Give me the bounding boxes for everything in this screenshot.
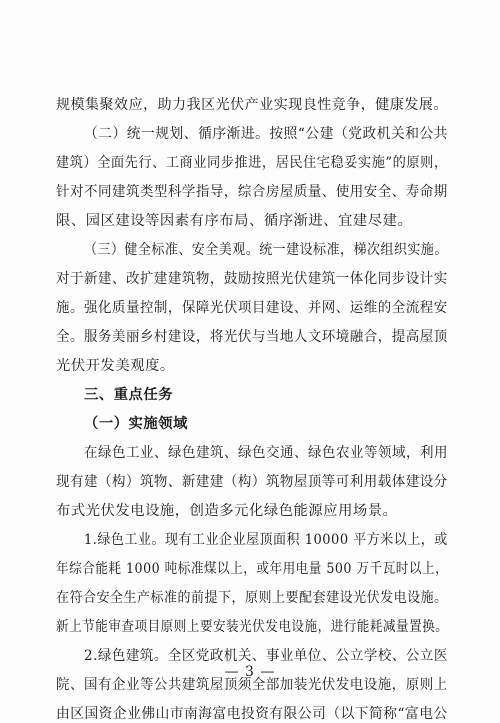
text-line: 由区国资企业佛山市南海富电投资有限公司（以下简称“富电公 bbox=[56, 706, 448, 722]
text-line: 限、园区建设等因素有序布局、循序渐进、宜建尽建。 bbox=[56, 213, 413, 229]
text-line: 在符合安全生产标准的前提下，原则上要配套建设光伏发电设施。 bbox=[56, 590, 448, 606]
text-line: （二）统一规划、循序渐进。按照“公建（党政机关和公共 bbox=[84, 126, 449, 142]
text-line: 光伏开发美观度。 bbox=[56, 358, 175, 374]
text-line: 院、国有企业等公共建筑屋顶须全部加装光伏发电设施，原则上 bbox=[56, 677, 448, 693]
section-heading: 三、重点任务 bbox=[84, 387, 174, 403]
text-line: 2.绿色建筑。全区党政机关、事业单位、公立学校、公立医 bbox=[84, 648, 448, 664]
text-line: 对于新建、改扩建建筑物，鼓励按照光伏建筑一体化同步设计实 bbox=[56, 271, 448, 287]
text-line: 1.绿色工业。现有工业企业屋顶面积 10000 平方米以上，或 bbox=[84, 532, 448, 548]
text-line: 年综合能耗 1000 吨标准煤以上，或年用电量 500 万千瓦时以上， bbox=[56, 561, 449, 577]
text-line: 布式光伏发电设施，创造多元化绿色能源应用场景。 bbox=[56, 503, 398, 519]
text-line: 全。服务美丽乡村建设，将光伏与当地人文环境融合，提高屋顶 bbox=[56, 329, 448, 345]
text-line: 规模集聚效应，助力我区光伏产业实现良性竞争，健康发展。 bbox=[56, 97, 448, 113]
text-line: 针对不同建筑类型科学指导，综合房屋质量、使用安全、寿命期 bbox=[56, 184, 448, 200]
text-line: 现有建（构）筑物、新建建（构）筑物屋顶等可利用载体建设分 bbox=[56, 474, 448, 490]
text-line: 新上节能审查项目原则上要安装光伏发电设施，进行能耗减量置换。 bbox=[56, 619, 449, 635]
text-line: 建筑）全面先行、工商业同步推进，居民住宅稳妥实施”的原则， bbox=[56, 155, 448, 171]
text-line: 施。强化质量控制，保障光伏项目建设、并网、运维的全流程安 bbox=[56, 300, 448, 316]
subsection-heading: （一）实施领域 bbox=[84, 416, 188, 432]
text-line: （三）健全标准、安全美观。统一建设标准，梯次组织实施。 bbox=[84, 242, 448, 258]
text-line: 在绿色工业、绿色建筑、绿色交通、绿色农业等领域，利用 bbox=[84, 445, 449, 461]
page-number: — 3 — bbox=[224, 664, 276, 680]
